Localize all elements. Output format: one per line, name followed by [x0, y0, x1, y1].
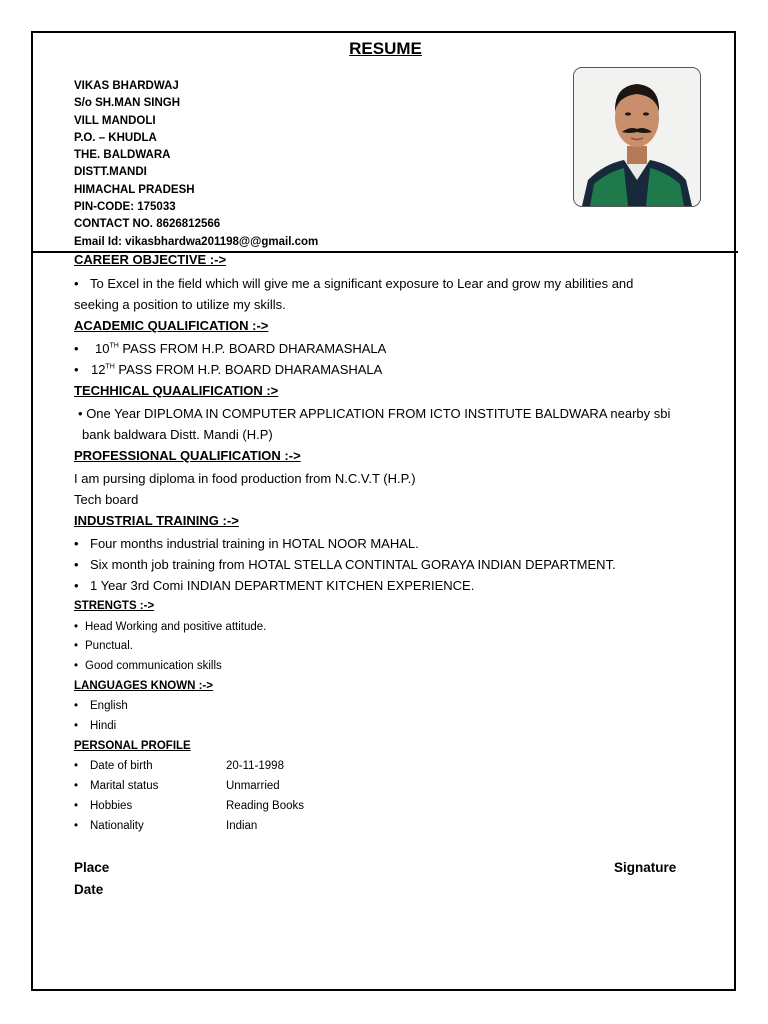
- personal-label: Marital status: [90, 780, 159, 792]
- personal-row: [74, 800, 132, 812]
- strength-item: [74, 640, 133, 652]
- bullet: •: [74, 621, 79, 633]
- language-item: [74, 700, 128, 712]
- strength-item-text: Head Working and positive attitude.: [85, 621, 267, 633]
- contact-name: VIKAS BHARDWAJ: [74, 80, 179, 92]
- personal-value: Indian: [226, 820, 258, 832]
- contact-post-office: P.O. – KHUDLA: [74, 131, 157, 144]
- academic-item-2-sup: TH: [105, 363, 115, 371]
- career-objective-heading: CAREER OBJECTIVE :->: [74, 252, 227, 267]
- academic-item-2: [74, 362, 382, 377]
- career-objective-line-1: [74, 276, 633, 291]
- resume-page: [31, 31, 736, 991]
- resume-title: RESUME: [349, 39, 422, 58]
- academic-item-1-sup: TH: [109, 342, 119, 350]
- bullet: •: [74, 760, 79, 772]
- contact-village: VILL MANDOLI: [74, 114, 156, 127]
- bullet: •: [74, 700, 79, 712]
- personal-profile-heading: PERSONAL PROFILE: [74, 740, 191, 752]
- contact-district: DISTT.MANDI: [74, 166, 147, 179]
- strengths-heading: STRENGTS :->: [74, 600, 155, 612]
- contact-pincode: PIN-CODE: 175033: [74, 201, 176, 214]
- bullet: •: [74, 341, 79, 356]
- signature-label: Signature: [614, 860, 677, 875]
- industrial-item-text: Four months industrial training in HOTAL NOOR MAHAL.: [90, 536, 419, 551]
- bullet: •: [74, 780, 79, 792]
- language-item: [74, 720, 116, 732]
- contact-email: Email Id: vikasbhardwa201198@@gmail.com: [74, 235, 319, 248]
- industrial-item: [74, 536, 419, 551]
- academic-item-1: [74, 341, 386, 356]
- professional-line-1: I am pursing diploma in food production from N.C.V.T (H.P.): [74, 471, 416, 486]
- date-label: Date: [74, 882, 104, 897]
- bullet: •: [74, 640, 79, 652]
- bullet: •: [74, 660, 79, 672]
- strength-item-text: Punctual.: [85, 640, 133, 652]
- strength-item: [74, 621, 266, 633]
- personal-label: Date of birth: [90, 760, 153, 772]
- personal-row: [74, 760, 153, 772]
- personal-label: Nationality: [90, 820, 144, 832]
- language-item-text: Hindi: [90, 720, 117, 732]
- contact-tehsil: THE. BALDWARA: [74, 149, 171, 162]
- technical-line-1: [78, 406, 670, 421]
- academic-item-1-num: 10: [95, 341, 110, 356]
- personal-row: [74, 820, 144, 832]
- industrial-item-text: Six month job training from HOTAL STELLA CONTINTAL GORAYA INDIAN DEPARTMENT.: [90, 557, 616, 572]
- contact-father: S/o SH.MAN SINGH: [74, 97, 181, 110]
- industrial-item: [74, 578, 474, 593]
- professional-line-2: Tech board: [74, 492, 139, 507]
- bullet: •: [74, 557, 79, 572]
- personal-value: 20-11-1998: [226, 760, 284, 772]
- bullet: •: [74, 536, 79, 551]
- place-label: Place: [74, 860, 110, 875]
- technical-line-2: bank baldwara Distt. Mandi (H.P): [82, 427, 273, 442]
- profile-photo-image: [574, 68, 700, 206]
- bullet: •: [74, 578, 79, 593]
- profile-photo: [573, 67, 701, 207]
- bullet: •: [74, 276, 79, 291]
- technical-text-1: One Year DIPLOMA IN COMPUTER APPLICATION FROM ICTO INSTITUTE BALDWARA nearby sbi: [86, 406, 671, 421]
- academic-item-1-text: PASS FROM H.P. BOARD DHARAMASHALA: [118, 341, 387, 356]
- academic-heading: ACADEMIC QUALIFICATION :->: [74, 318, 269, 333]
- personal-label: Hobbies: [90, 800, 133, 812]
- strength-item: [74, 660, 222, 672]
- bullet: •: [78, 406, 83, 421]
- academic-item-2-num: 12: [91, 362, 106, 377]
- contact-state: HIMACHAL PRADESH: [74, 183, 195, 196]
- personal-value: Unmarried: [226, 780, 280, 792]
- bullet: •: [74, 362, 79, 377]
- contact-phone: CONTACT NO. 8626812566: [74, 218, 221, 231]
- academic-item-2-text: PASS FROM H.P. BOARD DHARAMASHALA: [114, 362, 383, 377]
- bullet: •: [74, 720, 79, 732]
- career-objective-line-2: seeking a position to utilize my skills.: [74, 297, 286, 312]
- bullet: •: [74, 800, 79, 812]
- strength-item-text: Good communication skills: [85, 660, 222, 672]
- personal-row: [74, 780, 158, 792]
- languages-heading: LANGUAGES KNOWN :->: [74, 680, 213, 692]
- technical-heading: TECHHICAL QUAALIFICATION :>: [74, 383, 279, 398]
- language-item-text: English: [90, 700, 128, 712]
- contact-block: [74, 78, 318, 251]
- personal-value: Reading Books: [226, 800, 304, 812]
- industrial-heading: INDUSTRIAL TRAINING :->: [74, 513, 239, 528]
- professional-heading: PROFESSIONAL QUALIFICATION :->: [74, 448, 301, 463]
- career-objective-text-1: To Excel in the field which will give me a significant exposure to Lear and grow my abilities and: [90, 276, 634, 291]
- industrial-item: [74, 557, 616, 572]
- bullet: •: [74, 820, 79, 832]
- industrial-item-text: 1 Year 3rd Comi INDIAN DEPARTMENT KITCHEN EXPERIENCE.: [90, 578, 475, 593]
